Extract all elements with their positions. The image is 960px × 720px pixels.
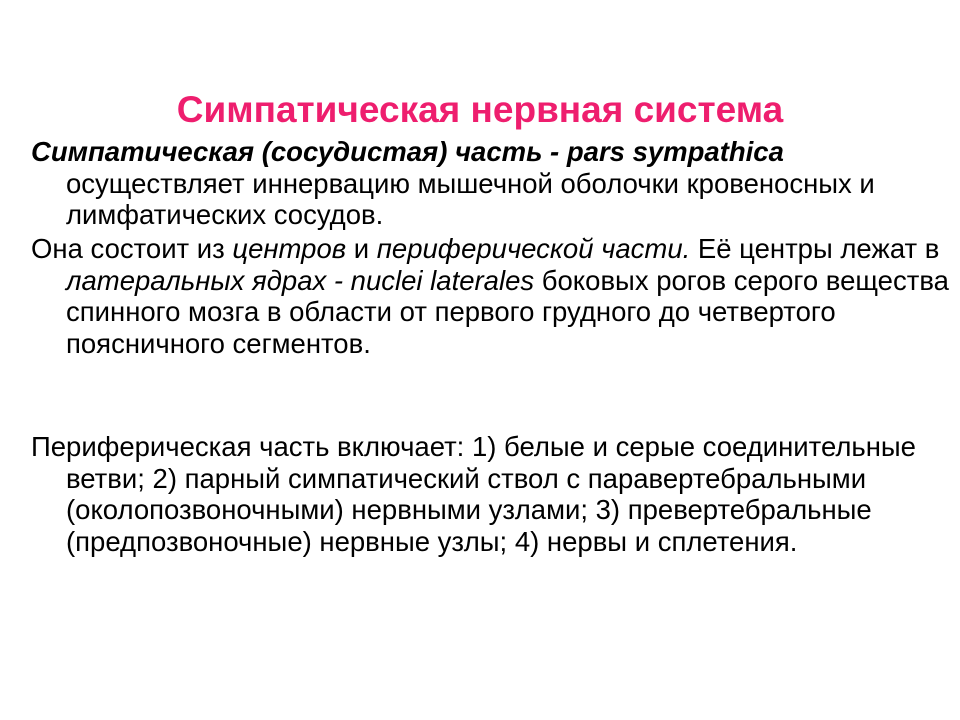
paragraph-text: и — [346, 233, 377, 264]
paragraph-text: боковых рогов серого вещества спинного мозга в области от первого грудного до четвертого поясничного сегментов. — [66, 264, 949, 359]
term-nuclei-laterales: латеральных ядрах - nuclei laterales — [66, 264, 535, 296]
paragraph-text: осуществляет иннервацию мышечной оболочки кровеносных и лимфатических сосудов. — [66, 167, 875, 230]
term-pars-sympathica: Симпатическая (сосудистая) часть - pars sympathica — [31, 136, 784, 167]
term-peripheral-part: периферической части. — [376, 233, 691, 264]
paragraph-composition — [31, 233, 960, 359]
paragraph-text: Она состоит из — [31, 233, 233, 264]
paragraph-peripheral-part: Периферическая часть включает: 1) белые и серые соединительные ветви; 2) парный симпатический ствол с паравертебральными (околопозвоночными) нервными узлами; 3) превертебральные (предпозвоночные) нервные узлы; 4) нервы и сплетения. — [31, 431, 916, 557]
paragraph-sympathetic-part — [31, 136, 960, 231]
slide-title: Симпатическая нервная система — [176, 89, 784, 130]
term-centers: центров — [232, 233, 347, 264]
paragraph-text: Её центры лежат в — [690, 233, 940, 264]
